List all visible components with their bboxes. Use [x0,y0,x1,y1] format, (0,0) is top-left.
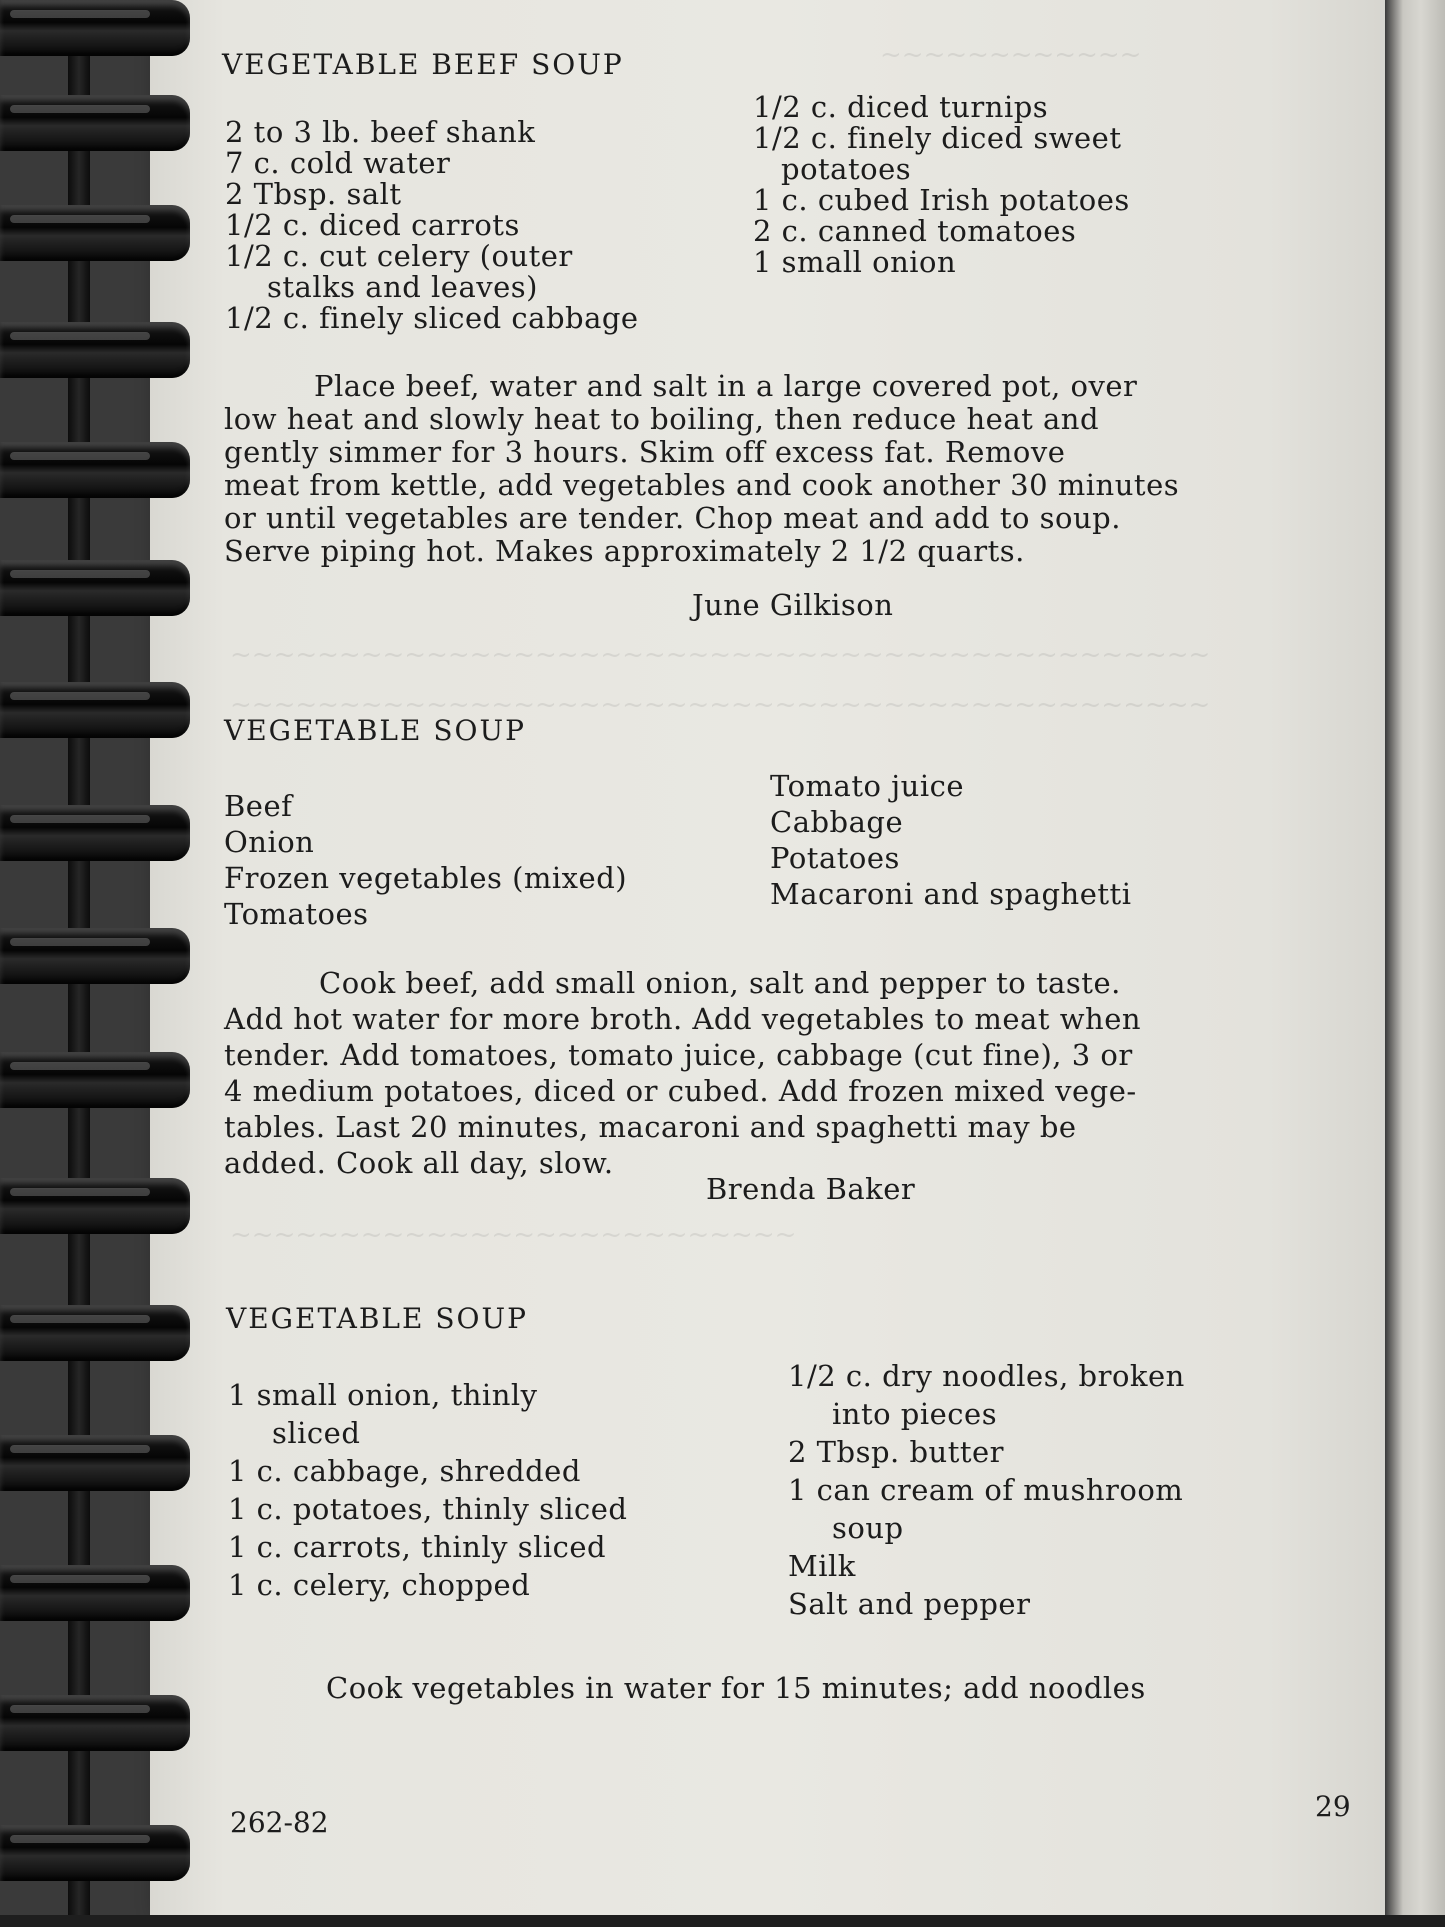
ingredient: 1 c. potatoes, thinly sliced [228,1492,628,1526]
ingredient: sliced [272,1416,361,1450]
page-code: 262-82 [230,1806,329,1839]
bleed-through-text: ~~~~~~~~~~~~~~~~~~~~~~~~~~ [230,1220,797,1250]
binding-ring [0,322,190,378]
binding-ring [0,1695,190,1751]
ingredient: Tomato juice [770,769,965,803]
ingredient-list-left [228,1376,627,1604]
recipe-title: VEGETABLE BEEF SOUP [222,48,624,81]
ingredient-list-right [788,1357,1185,1623]
instruction-line: low heat and slowly heat to boiling, then reduce heat and [224,402,1100,436]
instruction-line: or until vegetables are tender. Chop meat and add to soup. [224,501,1121,535]
binding-ring [0,1825,190,1881]
binding-ring [0,1435,190,1491]
ingredient: Macaroni and spaghetti [770,877,1132,911]
ingredient-list-right [753,92,1130,278]
ingredient: 1 can cream of mushroom [788,1473,1184,1507]
binding-ring [0,1305,190,1361]
ingredient: 1 c. carrots, thinly sliced [228,1530,607,1564]
ingredient: 1 small onion [753,245,957,279]
recipe-instructions [224,370,1179,568]
ingredient: 1 c. cubed Irish potatoes [753,183,1130,217]
ingredient-list-left [225,117,639,334]
bleed-through-text: ~~~~~~~~~~~~ [880,40,1142,70]
instruction-line: Place beef, water and salt in a large covered pot, over [314,369,1138,403]
binding-ring [0,1052,190,1108]
recipe-instructions [326,1672,1146,1705]
ingredient: 1/2 c. diced turnips [753,90,1049,124]
instruction-line: Cook vegetables in water for 15 minutes; add noodles [326,1671,1146,1705]
ingredient: Onion [224,825,315,859]
ingredient: soup [832,1511,904,1545]
ingredient: 1/2 c. diced carrots [225,208,520,242]
ingredient: 2 Tbsp. salt [225,177,402,211]
ingredient: stalks and leaves) [267,270,538,304]
ingredient: 2 to 3 lb. beef shank [225,115,536,149]
binding-ring [0,95,190,151]
instruction-line: added. Cook all day, slow. [224,1146,614,1180]
ingredient: Beef [224,789,293,823]
recipe-author: June Gilkison [692,588,894,622]
page-number: 29 [1315,1790,1351,1823]
ingredient: 1 c. cabbage, shredded [228,1454,581,1488]
binding-ring [0,1565,190,1621]
ingredient: 1/2 c. cut celery (outer [225,239,573,273]
bleed-through-text: ~~~~~~~~~~~~~~~~~~~~~~~~~~~~~~~~~~~~~~~~~~~~~ [230,640,1211,670]
ingredient: potatoes [781,152,912,186]
instruction-line: 4 medium potatoes, diced or cubed. Add frozen mixed vege- [224,1074,1137,1108]
bleed-through-text: ~~~~~~~~~~~~~~~~~~~~~~~~~~~~~~~~~~~~~~~~~~~~~ [230,690,1211,720]
binding-ring [0,205,190,261]
recipe-instructions [224,965,1141,1181]
instruction-line: tender. Add tomatoes, tomato juice, cabbage (cut fine), 3 or [224,1038,1133,1072]
recipe-author: Brenda Baker [706,1172,916,1206]
binding-ring [0,560,190,616]
ingredient: 1/2 c. finely diced sweet [753,121,1122,155]
ingredient: Frozen vegetables (mixed) [224,861,628,895]
ingredient: Salt and pepper [788,1587,1031,1621]
table-surface [0,1915,1445,1927]
instruction-line: Add hot water for more broth. Add vegetables to meat when [224,1002,1142,1036]
ingredient: Milk [788,1549,856,1583]
recipe-title: VEGETABLE SOUP [226,1302,528,1335]
instruction-line: tables. Last 20 minutes, macaroni and spaghetti may be [224,1110,1077,1144]
binding-ring [0,0,190,56]
ingredient: Cabbage [770,805,904,839]
ingredient: 7 c. cold water [225,146,451,180]
instruction-line: Cook beef, add small onion, salt and pepper to taste. [319,966,1121,1000]
spiral-binding [0,0,195,1927]
binding-ring [0,1178,190,1234]
ingredient: 2 Tbsp. butter [788,1435,1005,1469]
instruction-line: Serve piping hot. Makes approximately 2 1/2 quarts. [224,534,1025,568]
binding-ring [0,805,190,861]
ingredient-list-right [770,768,1131,912]
instruction-line: meat from kettle, add vegetables and cook another 30 minutes [224,468,1180,502]
ingredient: 1/2 c. dry noodles, broken [788,1359,1185,1393]
ingredient-list-left [224,788,627,932]
page-stack-edge [1385,0,1445,1927]
instruction-line: gently simmer for 3 hours. Skim off excess fat. Remove [224,435,1066,469]
binding-ring [0,442,190,498]
ingredient: Potatoes [770,841,900,875]
binding-ring [0,928,190,984]
ingredient: 2 c. canned tomatoes [753,214,1077,248]
recipe-title: VEGETABLE SOUP [224,714,526,747]
ingredient: into pieces [832,1397,998,1431]
binding-ring [0,682,190,738]
ingredient: 1 c. celery, chopped [228,1568,531,1602]
ingredient: Tomatoes [224,897,369,931]
ingredient: 1/2 c. finely sliced cabbage [225,301,639,335]
ingredient: 1 small onion, thinly [228,1378,538,1412]
